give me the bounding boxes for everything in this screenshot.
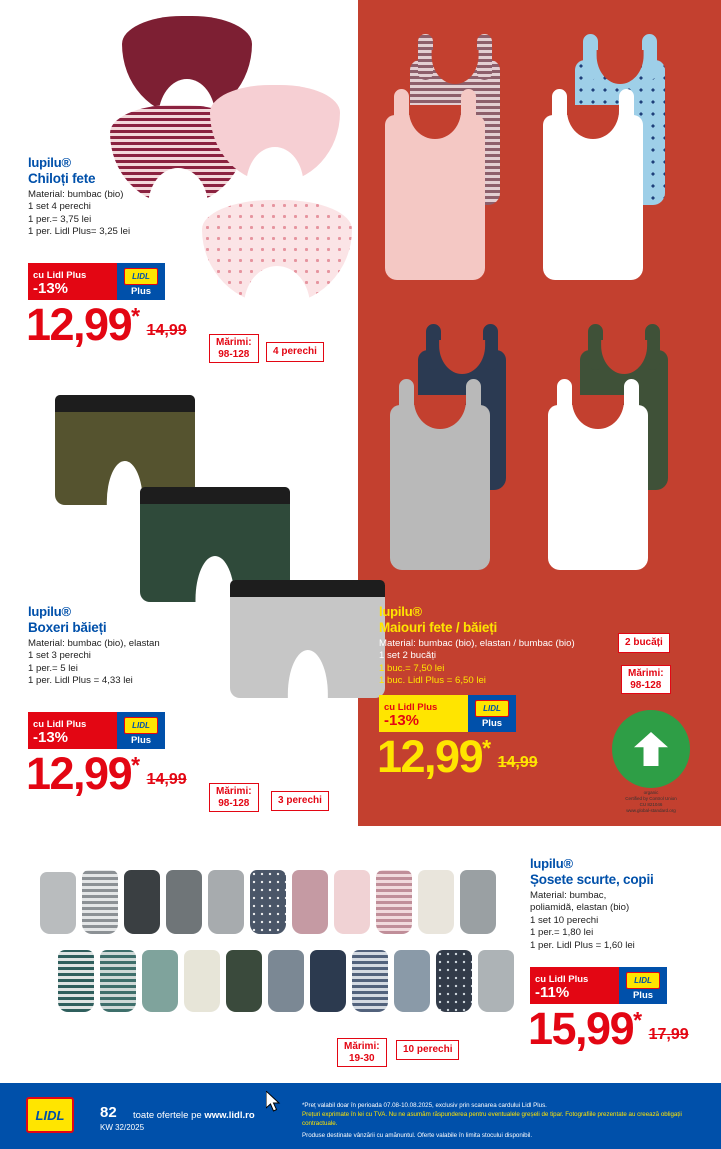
brief-dotted-pink xyxy=(202,200,352,305)
sizes-value: 98-128 xyxy=(218,348,250,360)
price-value: 12,99* xyxy=(377,731,490,782)
desc-line: 1 per.= 3,75 lei xyxy=(28,213,92,225)
sock-teal-striped xyxy=(58,950,94,1012)
sizes-label: Mărimi: xyxy=(344,1041,380,1052)
sock-grey-pale xyxy=(478,950,514,1012)
boxer-crotch xyxy=(107,461,143,507)
sock-striped-grey xyxy=(82,870,118,934)
tank-strap-right xyxy=(466,379,481,425)
discount-value: -11% xyxy=(535,983,570,1001)
sock-heather xyxy=(208,870,244,934)
desc-line: Material: bumbac (bio), elastan xyxy=(28,638,160,649)
tank-strap-left xyxy=(552,89,567,135)
tank-neckline xyxy=(432,50,479,84)
discount-box xyxy=(530,967,619,1004)
desc-line: 1 buc. Lidl Plus = 6,50 lei xyxy=(379,675,486,687)
tank-neckline xyxy=(409,105,461,139)
price-asterisk: * xyxy=(482,735,490,761)
tank-strap-right xyxy=(645,324,660,370)
gots-line2: CU 821046 xyxy=(639,802,663,807)
gots-icon xyxy=(612,710,690,788)
sock-ivory xyxy=(184,950,220,1012)
sock-grey-dark xyxy=(166,870,202,934)
tank-strap-right xyxy=(483,324,498,370)
lidl-plus-text: cu Lidl Plus xyxy=(384,701,438,713)
sock-green-dark xyxy=(226,950,262,1012)
product-description xyxy=(379,638,629,688)
lidl-logo-footer xyxy=(26,1097,74,1133)
tank-strap-left xyxy=(394,89,409,135)
price-asterisk: * xyxy=(633,1007,641,1033)
lidl-plus-logo-box xyxy=(117,263,165,300)
product-description xyxy=(530,890,715,952)
discount-box xyxy=(379,695,468,732)
discount-value: -13% xyxy=(33,728,69,746)
brand-label: lupilu® xyxy=(530,856,573,871)
lidl-plus-badge xyxy=(379,695,516,732)
lidl-plus-text: cu Lidl Plus xyxy=(535,973,589,985)
old-price: 14,99 xyxy=(497,754,538,771)
desc-line: Material: bumbac (bio) xyxy=(28,189,124,200)
boxer-grey xyxy=(230,580,385,698)
sock-slate xyxy=(268,950,304,1012)
boxer-crotch xyxy=(287,650,327,700)
sock-striped-blue xyxy=(352,950,388,1012)
lidl-logo-icon: LIDL xyxy=(124,268,158,285)
product-description xyxy=(28,189,218,239)
sizes-tag xyxy=(209,783,259,812)
sizes-label: Mărimi: xyxy=(216,337,252,348)
brand-label: lupilu® xyxy=(28,604,71,619)
quantity-tag xyxy=(271,791,329,811)
sizes-tag xyxy=(209,334,259,363)
chiloti-info xyxy=(28,155,218,239)
sock-grey-light xyxy=(40,872,76,934)
legal-line: *Preț valabil doar în perioada 07.08-10.08.2025, exclusiv prin scanarea cardului Lidl Plus. xyxy=(302,1102,547,1109)
sock-cream xyxy=(418,870,454,934)
sosete-image-group xyxy=(30,862,530,1022)
gots-certification xyxy=(596,710,706,814)
offers-url[interactable]: www.lidl.ro xyxy=(204,1110,255,1121)
boxeri-info xyxy=(28,604,228,688)
quantity-value: 4 perechi xyxy=(273,346,317,357)
lidl-plus-logo-box xyxy=(619,967,667,1004)
sock-teal-striped-2 xyxy=(100,950,136,1012)
desc-line: 1 per. Lidl Plus= 3,25 lei xyxy=(28,226,131,238)
maiouri-image-group xyxy=(380,20,710,600)
tank-strap-left xyxy=(557,379,572,425)
sock-striped-pink xyxy=(376,870,412,934)
gots-line1: Certified by Control Union xyxy=(625,796,677,801)
desc-line: Material: bumbac (bio), elastan / bumbac (bio) xyxy=(379,638,575,649)
price-row xyxy=(377,731,538,782)
tank-strap-left xyxy=(399,379,414,425)
offers-text: toate ofertele pe xyxy=(133,1110,205,1121)
tank-neckline xyxy=(572,395,624,429)
mouse-cursor-icon xyxy=(266,1091,282,1113)
maiouri-info xyxy=(379,604,629,688)
desc-line: 1 per. Lidl Plus = 4,33 lei xyxy=(28,675,133,687)
tank-strap-right xyxy=(477,34,492,80)
desc-line: 1 set 2 bucăți xyxy=(379,650,437,662)
quantity-tag xyxy=(396,1040,459,1060)
price-asterisk: * xyxy=(131,303,139,329)
price-row xyxy=(528,1003,689,1054)
tank-neckline xyxy=(567,105,619,139)
desc-line: 1 per.= 5 lei xyxy=(28,662,78,674)
discount-value: -13% xyxy=(384,711,420,729)
product-title: Șosete scurte, copii xyxy=(530,872,654,887)
product-title: Maiouri fete / băieți xyxy=(379,620,498,635)
week-label: KW 32/2025 xyxy=(100,1123,145,1132)
sizes-value: 98-128 xyxy=(218,797,250,809)
brand-label: lupilu® xyxy=(28,155,71,170)
sock-charcoal xyxy=(124,870,160,934)
old-price: 17,99 xyxy=(648,1026,689,1043)
gots-arrow-icon xyxy=(634,732,668,766)
boxer-crotch xyxy=(196,556,235,604)
price-row xyxy=(26,299,187,350)
chiloti-image-group xyxy=(110,10,350,290)
sizes-label: Mărimi: xyxy=(216,786,252,797)
sizes-tag xyxy=(337,1038,387,1067)
sock-navy xyxy=(310,950,346,1012)
tank-white-1 xyxy=(543,115,643,280)
boxer-waistband xyxy=(55,395,195,412)
gots-caption xyxy=(605,790,697,814)
sizes-label: Mărimi: xyxy=(628,668,664,679)
plus-label: Plus xyxy=(130,735,152,746)
discount-box xyxy=(28,263,117,300)
desc-line: 1 buc.= 7,50 lei xyxy=(379,662,445,674)
quantity-tag xyxy=(266,342,324,362)
desc-line: 1 per.= 1,80 lei xyxy=(530,927,594,939)
page-footer xyxy=(0,1083,721,1149)
boxer-waistband xyxy=(230,580,385,597)
price-row xyxy=(26,748,187,799)
tank-white-2 xyxy=(548,405,648,570)
lidl-logo-icon: LIDL xyxy=(124,717,158,734)
lidl-logo-icon: LIDL xyxy=(475,700,509,717)
sock-grey-mid xyxy=(460,870,496,934)
sock-mauve xyxy=(292,870,328,934)
desc-line: 1 set 10 perechi xyxy=(530,914,599,926)
tank-strap-right xyxy=(642,34,657,80)
page-number: 82 xyxy=(100,1104,117,1121)
lidl-plus-logo-box xyxy=(117,712,165,749)
sizes-tag xyxy=(621,665,671,694)
old-price: 14,99 xyxy=(146,771,187,788)
sock-dotted-dark xyxy=(436,950,472,1012)
desc-line: 1 per. Lidl Plus = 1,60 lei xyxy=(530,939,635,951)
sizes-value: 19-30 xyxy=(348,1052,375,1064)
plus-label: Plus xyxy=(481,718,503,729)
lidl-plus-badge xyxy=(28,712,165,749)
discount-value: -13% xyxy=(33,279,69,297)
legal-line: Prețuri exprimate în lei cu TVA. Nu ne asumăm răspunderea pentru eventualele greșeli de tipar. Fotografiile prezentate au creează obligații contractuale. xyxy=(302,1111,682,1127)
tank-pink xyxy=(385,115,485,280)
sock-pink-light xyxy=(334,870,370,934)
sock-sage xyxy=(142,950,178,1012)
tank-strap-right xyxy=(461,89,476,135)
product-description xyxy=(28,638,228,688)
tank-strap-right xyxy=(619,89,634,135)
sizes-value: 98-128 xyxy=(630,679,662,691)
price-value: 12,99* xyxy=(26,748,139,799)
quantity-value: 2 bucăți xyxy=(625,637,663,648)
price-asterisk: * xyxy=(131,752,139,778)
tank-neckline xyxy=(414,395,466,429)
quantity-value: 3 perechi xyxy=(278,795,322,806)
tank-neckline xyxy=(601,340,647,374)
quantity-value: 10 perechi xyxy=(403,1044,453,1055)
old-price: 14,99 xyxy=(146,322,187,339)
brand-label: lupilu® xyxy=(379,604,422,619)
desc-line: poliamidă, elastan (bio) xyxy=(530,902,630,914)
desc-line: 1 set 3 perechi xyxy=(28,650,91,662)
tank-strap-right xyxy=(624,379,639,425)
price-value: 15,99* xyxy=(528,1003,641,1054)
legal-line: Produse destinate vânzării cu amănuntul. Oferte valabile în limita stocului disponibil. xyxy=(302,1132,533,1139)
plus-label: Plus xyxy=(130,286,152,297)
quantity-tag xyxy=(618,633,670,653)
gots-url: www.global-standard.org xyxy=(626,808,676,813)
tank-grey xyxy=(390,405,490,570)
tank-neckline xyxy=(597,50,644,84)
offers-link[interactable] xyxy=(133,1105,255,1123)
lidl-plus-text: cu Lidl Plus xyxy=(33,269,87,281)
product-title: Boxeri băieți xyxy=(28,620,107,635)
lidl-logo-icon: LIDL xyxy=(26,1097,74,1133)
gots-sub: organic xyxy=(643,790,659,795)
desc-line: Material: bumbac, xyxy=(530,890,607,901)
tank-neckline xyxy=(439,340,485,374)
lidl-plus-badge xyxy=(530,967,667,1004)
boxer-waistband xyxy=(140,487,290,504)
product-title: Chiloți fete xyxy=(28,171,96,186)
lidl-logo-icon: LIDL xyxy=(626,972,660,989)
lidl-plus-badge xyxy=(28,263,165,300)
sosete-info xyxy=(530,856,715,952)
sock-dotted-navy xyxy=(250,870,286,934)
legal-text xyxy=(302,1101,702,1140)
lidl-plus-logo-box xyxy=(468,695,516,732)
plus-label: Plus xyxy=(632,990,654,1001)
sock-blue-grey xyxy=(394,950,430,1012)
lidl-plus-text: cu Lidl Plus xyxy=(33,718,87,730)
price-value: 12,99* xyxy=(26,299,139,350)
discount-box xyxy=(28,712,117,749)
desc-line: 1 set 4 perechi xyxy=(28,201,91,213)
